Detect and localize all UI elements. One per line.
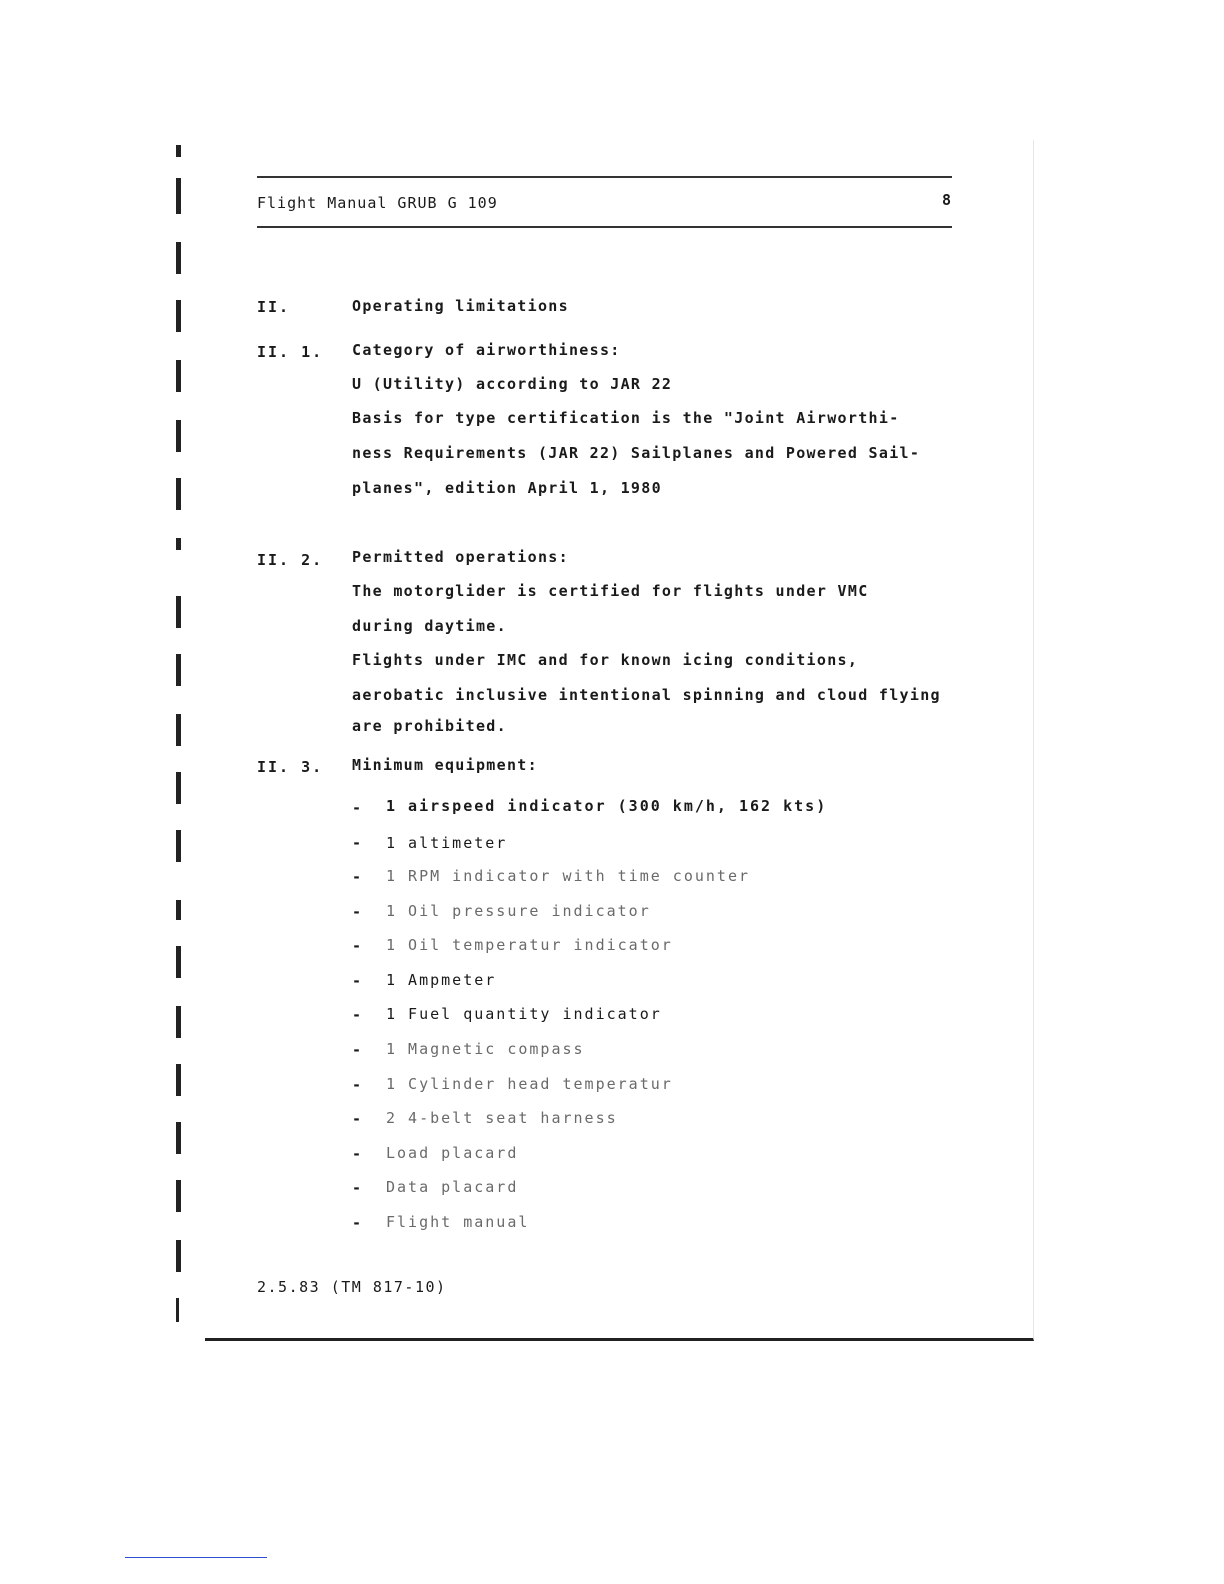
binder-hole-mark xyxy=(176,1298,179,1322)
list-bullet: - xyxy=(352,903,363,921)
binder-hole-mark xyxy=(176,772,181,804)
binder-hole-mark xyxy=(176,596,181,628)
binder-hole-mark xyxy=(176,300,181,332)
binder-hole-mark xyxy=(176,900,181,920)
binder-hole-mark xyxy=(176,946,181,978)
binder-hole-mark xyxy=(176,360,181,392)
list-bullet: - xyxy=(352,1076,363,1094)
equipment-item: 1 Oil pressure indicator xyxy=(386,902,651,920)
equipment-item: 1 airspeed indicator (300 km/h, 162 kts) xyxy=(386,797,828,815)
section-number: II. 2. xyxy=(257,551,324,569)
body-line: during daytime. xyxy=(352,617,507,635)
binder-hole-mark xyxy=(176,420,181,452)
section-heading: Category of airworthiness: xyxy=(352,341,621,359)
footer-date-ref: 2.5.83 (TM 817-10) xyxy=(257,1278,447,1296)
body-line: aerobatic inclusive intentional spinning and cloud flying xyxy=(352,686,941,704)
list-bullet: - xyxy=(352,868,363,886)
binder-hole-mark xyxy=(176,714,181,746)
body-line: Basis for type certification is the "Joint Airworthi- xyxy=(352,409,900,427)
section-number: II. 1. xyxy=(257,343,324,361)
list-bullet: - xyxy=(352,799,363,817)
list-bullet: - xyxy=(352,1214,363,1232)
section-heading: Permitted operations: xyxy=(352,548,569,566)
list-bullet: - xyxy=(352,972,363,990)
binder-hole-mark xyxy=(176,1064,181,1096)
binder-hole-mark xyxy=(176,654,181,686)
list-bullet: - xyxy=(352,937,363,955)
equipment-item: 1 Ampmeter xyxy=(386,971,497,989)
list-bullet: - xyxy=(352,1145,363,1163)
equipment-item: 2 4-belt seat harness xyxy=(386,1109,618,1127)
header-title: Flight Manual GRUB G 109 xyxy=(257,194,498,212)
equipment-item: 1 altimeter xyxy=(386,834,508,852)
body-line: planes", edition April 1, 1980 xyxy=(352,479,662,497)
binder-hole-mark xyxy=(176,1006,181,1038)
body-line: are prohibited. xyxy=(352,717,507,735)
list-bullet: - xyxy=(352,1041,363,1059)
equipment-item: Flight manual xyxy=(386,1213,530,1231)
header-top-rule xyxy=(257,176,952,178)
binder-hole-mark xyxy=(176,1240,181,1272)
binder-hole-mark xyxy=(176,830,181,862)
equipment-item: Load placard xyxy=(386,1144,519,1162)
equipment-item: 1 Magnetic compass xyxy=(386,1040,585,1058)
section-number: II. xyxy=(257,298,291,316)
equipment-item: Data placard xyxy=(386,1178,519,1196)
list-bullet: - xyxy=(352,1110,363,1128)
binder-hole-mark xyxy=(176,1122,181,1154)
binder-hole-mark xyxy=(176,478,181,510)
list-bullet: - xyxy=(352,1006,363,1024)
equipment-item: 1 Oil temperatur indicator xyxy=(386,936,673,954)
list-bullet: - xyxy=(352,834,363,852)
equipment-item: 1 Fuel quantity indicator xyxy=(386,1005,662,1023)
body-line: U (Utility) according to JAR 22 xyxy=(352,375,673,393)
section-heading: Minimum equipment: xyxy=(352,756,538,774)
body-line: ness Requirements (JAR 22) Sailplanes and Powered Sail- xyxy=(352,444,921,462)
binder-hole-mark xyxy=(176,145,181,157)
binder-hole-mark xyxy=(176,538,181,550)
page-number: 8 xyxy=(942,191,953,209)
binder-hole-mark xyxy=(176,178,181,214)
body-line: Flights under IMC and for known icing conditions, xyxy=(352,651,859,669)
binder-hole-mark xyxy=(176,242,181,274)
equipment-item: 1 RPM indicator with time counter xyxy=(386,867,751,885)
section-number: II. 3. xyxy=(257,758,324,776)
section-heading: Operating limitations xyxy=(352,297,569,315)
page-underline-mark xyxy=(125,1557,267,1558)
list-bullet: - xyxy=(352,1179,363,1197)
equipment-item: 1 Cylinder head temperatur xyxy=(386,1075,673,1093)
header-bottom-rule xyxy=(257,226,952,228)
body-line: The motorglider is certified for flights under VMC xyxy=(352,582,869,600)
binder-hole-mark xyxy=(176,1180,181,1212)
scanned-sheet-border xyxy=(205,140,1034,1341)
